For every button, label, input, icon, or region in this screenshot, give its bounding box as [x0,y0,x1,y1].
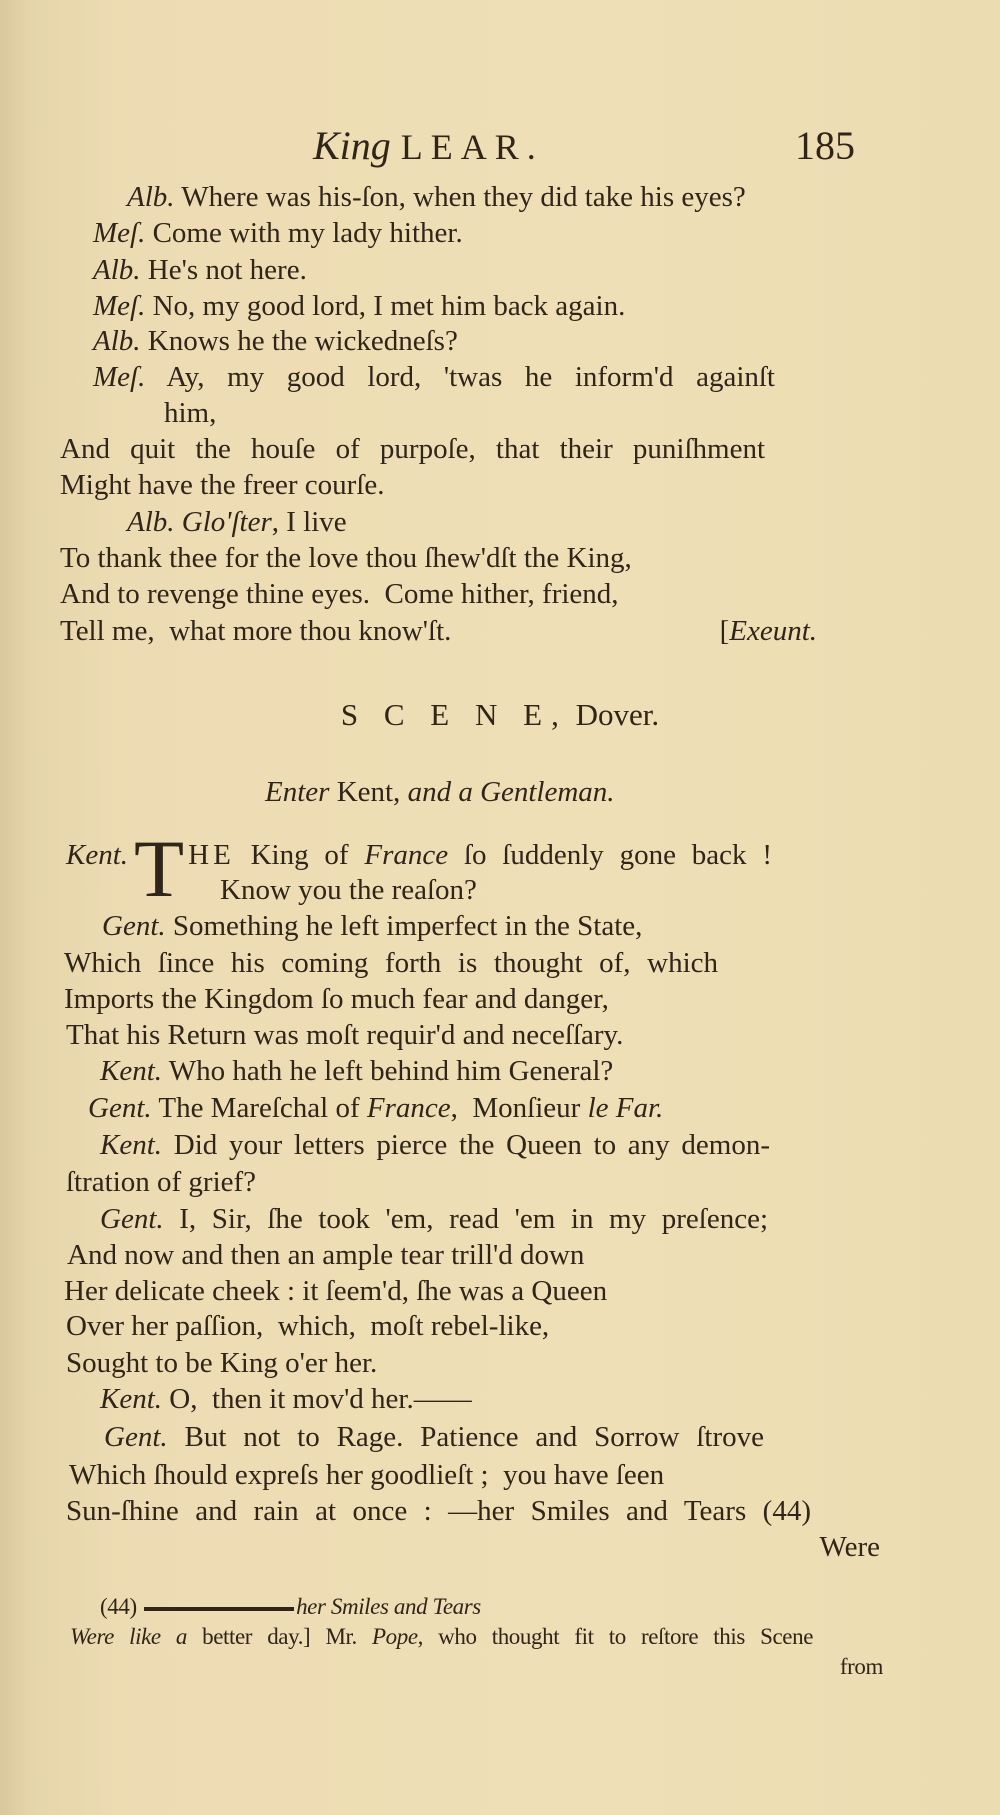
text-line [66,1164,256,1200]
stage-direction [265,776,615,809]
text-run: Did your letters pierce the Queen to any demon- [162,1129,770,1161]
italic-text: le Far. [587,1092,664,1124]
text-run: That his Return was moſt requir'd and neceſſary. [66,1019,624,1051]
text-run: , I live [271,506,347,538]
text-line [93,359,775,395]
text-run: ſtration of grief? [66,1166,257,1198]
text-run: ſo ſuddenly gone back ! [448,839,772,871]
text-run: To thank thee for the love thou ſhew'dſt the King, [60,542,632,574]
text-run: Her delicate cheek : it ſeem'd, ſhe was a Queen [64,1275,608,1307]
text-line [93,323,458,359]
text-run: Knows he the wickedneſs? [140,325,458,357]
italic-text: Alb. [127,506,175,538]
text-line [100,1053,613,1089]
text-run: Which ſince his coming forth is thought of, which [64,947,718,979]
footnote-line [0,1649,883,1685]
text-line [93,215,463,251]
text-run: O, then it mov'd her.—— [162,1383,472,1415]
text-line [127,504,347,540]
text-run [175,506,182,538]
text-line [100,1201,768,1237]
text-run: And now and then an ample tear trill'd down [67,1239,585,1271]
italic-text: France [366,1092,451,1124]
text-run: Imports the Kingdom ſo much fear and danger, [64,983,609,1015]
text-line [104,1419,764,1455]
text-run: Sun-ſhine and rain at once : —her Smiles and Tears (44) [66,1495,811,1527]
italic-text: Were like a [70,1624,187,1649]
scene-label: S C E N E, [340,697,568,732]
text-line [60,467,385,503]
scene-heading [0,697,1000,733]
text-line [60,540,632,576]
text-line [220,872,477,908]
italic-text: Gent. [100,1203,164,1235]
italic-text: Glo'ſter [181,506,272,538]
title-caps: LEAR. [400,127,544,167]
italic-text: Gent. [104,1421,168,1453]
stage-direction-exit [720,613,817,649]
italic-text: Alb. [127,181,175,213]
text-run: Where was his-ſon, when they did take his eyes? [174,181,746,213]
text-run: Tell me, what more thou know'ſt. [60,615,452,647]
text-run: , who thought fit to reſtore this Scene [417,1624,813,1649]
italic-text: Exeunt. [729,615,817,647]
running-title [313,122,544,169]
text-run: No, my good lord, I met him back again. [145,290,626,322]
text-line [64,1273,607,1309]
text-line [127,179,746,215]
text-line [66,1308,549,1344]
text-line [66,1345,377,1381]
italic-text: her Smiles and Tears [296,1594,481,1619]
italic-text: Kent. [100,1129,163,1161]
italic-text: Meſ. [93,290,146,322]
text-line [64,945,718,981]
text-run: Might have the freer courſe. [60,469,385,501]
italic-text: Kent. [100,1055,163,1087]
italic-text: Gent. [102,910,166,942]
text-run: Come with my lady hither. [145,217,463,249]
text-run: better day.] Mr. [186,1624,372,1649]
italic-text: Enter [265,776,330,808]
title-italic: King [313,123,391,168]
text-run: But not to Rage. Patience and Sorrow ſtrove [167,1421,764,1453]
text-run: King of [234,839,365,871]
text-run: And quit the houſe of purpoſe, that their puniſhment [60,433,765,465]
text-line [66,1017,623,1053]
italic-text: France [364,839,449,871]
italic-text: Alb. [93,325,141,357]
text-run: Know you the reaſon? [220,874,477,906]
text-run: Kent, [329,776,408,808]
running-header [0,122,1000,172]
text-run: I, Sir, ſhe took 'em, read 'em in my preſence; [163,1203,768,1235]
italic-text: Meſ. [93,361,146,393]
italic-text: Meſ. [93,217,146,249]
text-line [93,252,307,288]
text-line [100,1127,770,1163]
text-run: He's not here. [140,254,307,286]
italic-text: Pope [372,1624,418,1649]
text-run: him, [164,397,217,429]
text-run: Something he left imperfect in the State, [165,910,643,942]
text-line [69,1457,664,1493]
text-line [164,395,216,431]
text-run: Who hath he left behind him General? [162,1055,614,1087]
text-line [88,1090,663,1126]
text-line [100,1381,472,1417]
text-run: And to revenge thine eyes. Come hither, friend, [60,578,619,610]
text-run: (44) [100,1594,143,1619]
italic-text: Gent. [88,1092,152,1124]
text-line [66,1493,811,1529]
text-line [0,1529,880,1565]
text-run: Sought to be King o'er her. [66,1347,378,1379]
text-run: Ay, my good lord, 'twas he inform'd againſt [145,361,775,393]
italic-text: Kent. [66,839,129,871]
text-run: from [839,1654,883,1679]
text-line [60,431,765,467]
text-line [60,613,817,649]
scene-place: Dover. [575,697,660,732]
text-line [93,288,625,324]
text-run: HE [188,839,235,871]
italic-text: Alb. [93,254,141,286]
text-line [102,908,642,944]
text-run: Which ſhould expreſs her goodlieſt ; you have ſeen [69,1459,665,1491]
page-number: 185 [795,123,855,168]
dash-rule [144,1607,294,1611]
text-run: Over her paſſion, which, moſt rebel-like, [66,1310,550,1342]
drop-cap: T [134,823,185,914]
text-line [60,576,619,612]
text-run: Were [819,1531,880,1563]
italic-text: and a Gentleman. [407,776,615,808]
text-line [67,1237,584,1273]
text-line [64,981,609,1017]
text-run: , Monſieur [450,1092,588,1124]
text-run: [ [719,615,730,647]
italic-text: Kent. [100,1383,163,1415]
text-run: The Mareſchal of [151,1092,367,1124]
